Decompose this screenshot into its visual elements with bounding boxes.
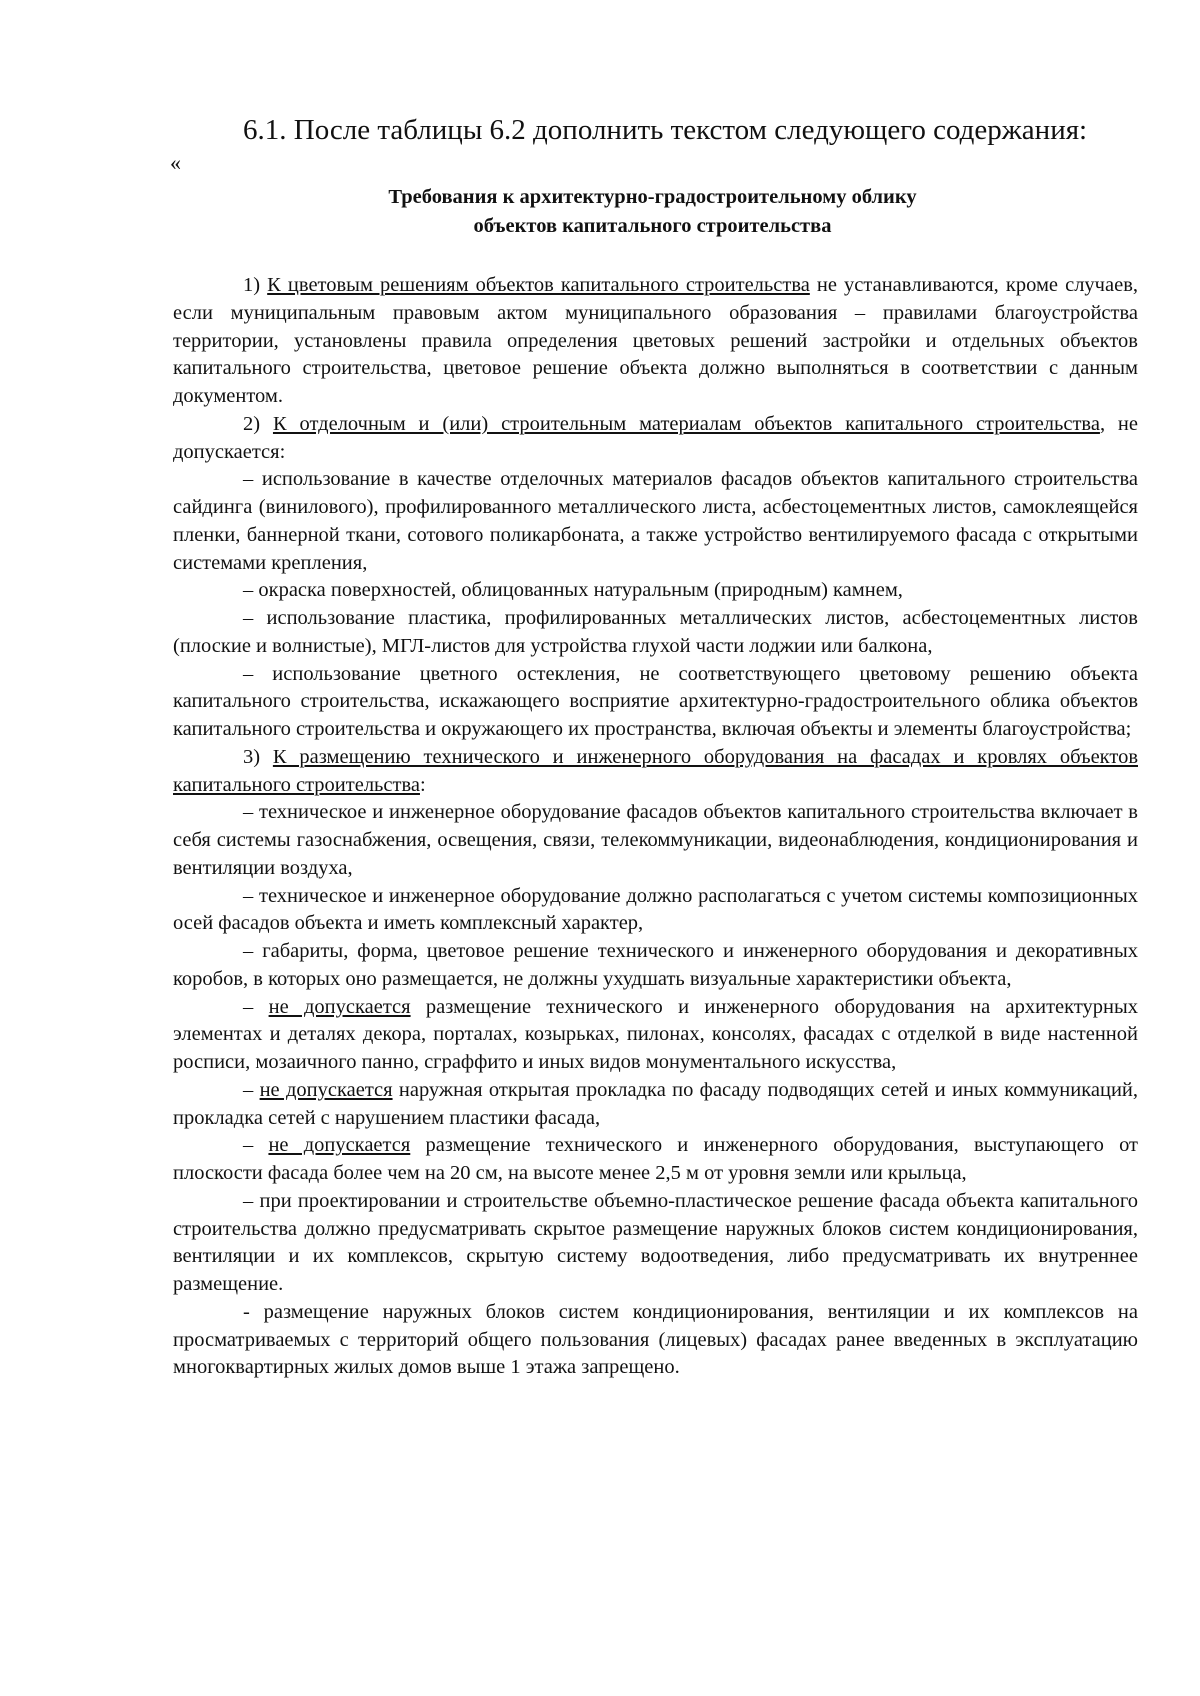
paragraph-text: – окраска поверхностей, облицованных натуральным (природным) камнем, — [243, 579, 903, 602]
underlined-phrase: К отделочным и (или) строительным материалам объектов капитального строительства — [272, 412, 1100, 435]
paragraph-text: не устанавливаются, кроме случаев, если муниципальным правовым актом муниципального образования – правилами благоустройства территории, установлены правила определения цветовых решений застройки и отдельных объектов капитального строительства, цветовое решение объекта должно выполняться в соответствии с данным документом. — [173, 274, 1138, 407]
body-paragraph — [173, 1299, 1138, 1382]
body-paragraph — [173, 1132, 1138, 1188]
body-paragraph — [173, 1188, 1138, 1299]
body-paragraph — [173, 994, 1138, 1077]
body-paragraph — [173, 466, 1138, 577]
paragraph-text: – — [243, 1078, 260, 1101]
body-paragraph — [173, 411, 1138, 467]
body-paragraph — [173, 744, 1138, 800]
body-paragraph — [173, 661, 1138, 744]
paragraph-text: – техническое и инженерное оборудование фасадов объектов капитального строительства включает в себя системы газоснабжения, освещения, связи, телекоммуникации, видеонаблюдения, кондиционирования и вентиляции воздуха, — [173, 801, 1138, 879]
paragraph-text: – техническое и инженерное оборудование должно располагаться с учетом системы композиционных осей фасадов объекта и иметь комплексный характер, — [173, 884, 1138, 935]
body-paragraph — [173, 605, 1138, 661]
paragraph-text: : — [419, 773, 426, 796]
underlined-phrase: К размещению технического и инженерного оборудования на фасадах и кровлях объектов капитального строительства — [173, 745, 1138, 796]
opening-quote-mark: « — [170, 150, 181, 175]
paragraph-text: – использование пластика, профилированных металлических листов, асбестоцементных листов (плоские и волнистые), МГЛ-листов для устройства глухой части лоджии или балкона, — [173, 607, 1138, 657]
body-paragraph — [173, 1077, 1138, 1133]
paragraph-text: – при проектировании и строительстве объемно-пластическое решение фасада объекта капитального строительства должно предусматривать скрытое размещение наружных блоков систем кондиционирования, вентиляции и их комплексов, скрытую систему водоотведения, либо предусматривать их внутреннее размещение. — [173, 1189, 1138, 1295]
underlined-phrase: не допускается — [259, 1078, 393, 1101]
underlined-phrase: не допускается — [268, 1134, 411, 1157]
document-body — [173, 272, 1138, 1382]
section-title — [170, 183, 1135, 241]
paragraph-text: - размещение наружных блоков систем кондиционирования, вентиляции и их комплексов на просматриваемых с территорий общего пользования (лицевых) фасадах ранее введенных в эксплуатацию многоквартирных жилых домов выше 1 этажа запрещено. — [173, 1300, 1138, 1379]
body-paragraph — [173, 272, 1138, 411]
paragraph-text: – габариты, форма, цветовое решение технического и инженерного оборудования и декоративных коробов, в которых оно размещается, не должны ухудшать визуальные характеристики объекта, — [173, 940, 1138, 990]
paragraph-text: 3) — [243, 745, 273, 768]
paragraph-text: , не допускается: — [173, 412, 1138, 463]
paragraph-text: – — [243, 995, 269, 1018]
paragraph-text: размещение технического и инженерного оборудования, выступающего от плоскости фасада более чем на 20 см, на высоте менее 2,5 м от уровня земли или крыльца, — [173, 1134, 1139, 1184]
body-paragraph — [173, 799, 1138, 882]
body-paragraph — [173, 577, 1138, 605]
paragraph-text: – использование цветного остекления, не соответствующего цветовому решению объекта капитального строительства, искажающего восприятие архитектурно-градостроительного облика объектов капитального строительства и окружающего их пространства, включая объекты и элементы благоустройства; — [173, 662, 1138, 740]
body-paragraph — [173, 938, 1138, 994]
paragraph-text: – использование в качестве отделочных материалов фасадов объектов капитального строительства сайдинга (винилового), профилированного металлического листа, асбестоцементных листов, самоклеящейся пленки, баннерной ткани, сотового поликарбоната, а также устройство вентилируемого фасада с открытыми системами крепления, — [173, 468, 1138, 574]
paragraph-text: размещение технического и инженерного оборудования на архитектурных элементах и деталях декора, порталах, козырьках, пилонах, консолях, фасадах с отделкой в виде настенной росписи, мозаичного панно, сграффито и иных видов монументального искусства, — [173, 995, 1139, 1073]
paragraph-text: наружная открытая прокладка по фасаду подводящих сетей и иных коммуникаций, прокладка сетей с нарушением пластики фасада, — [173, 1078, 1139, 1129]
paragraph-text: 2) — [243, 412, 273, 435]
underlined-phrase: не допускается — [268, 995, 411, 1018]
section-title-line-1: Требования к архитектурно-градостроительному облику — [388, 186, 917, 208]
body-paragraph — [173, 883, 1138, 939]
amendment-heading: 6.1. После таблицы 6.2 дополнить текстом следующего содержания: — [243, 114, 1088, 146]
paragraph-text: – — [243, 1134, 269, 1157]
paragraph-text: 1) — [243, 274, 268, 296]
section-title-line-2: объектов капитального строительства — [473, 215, 832, 237]
underlined-phrase: К цветовым решениям объектов капитального строительства — [267, 274, 810, 296]
